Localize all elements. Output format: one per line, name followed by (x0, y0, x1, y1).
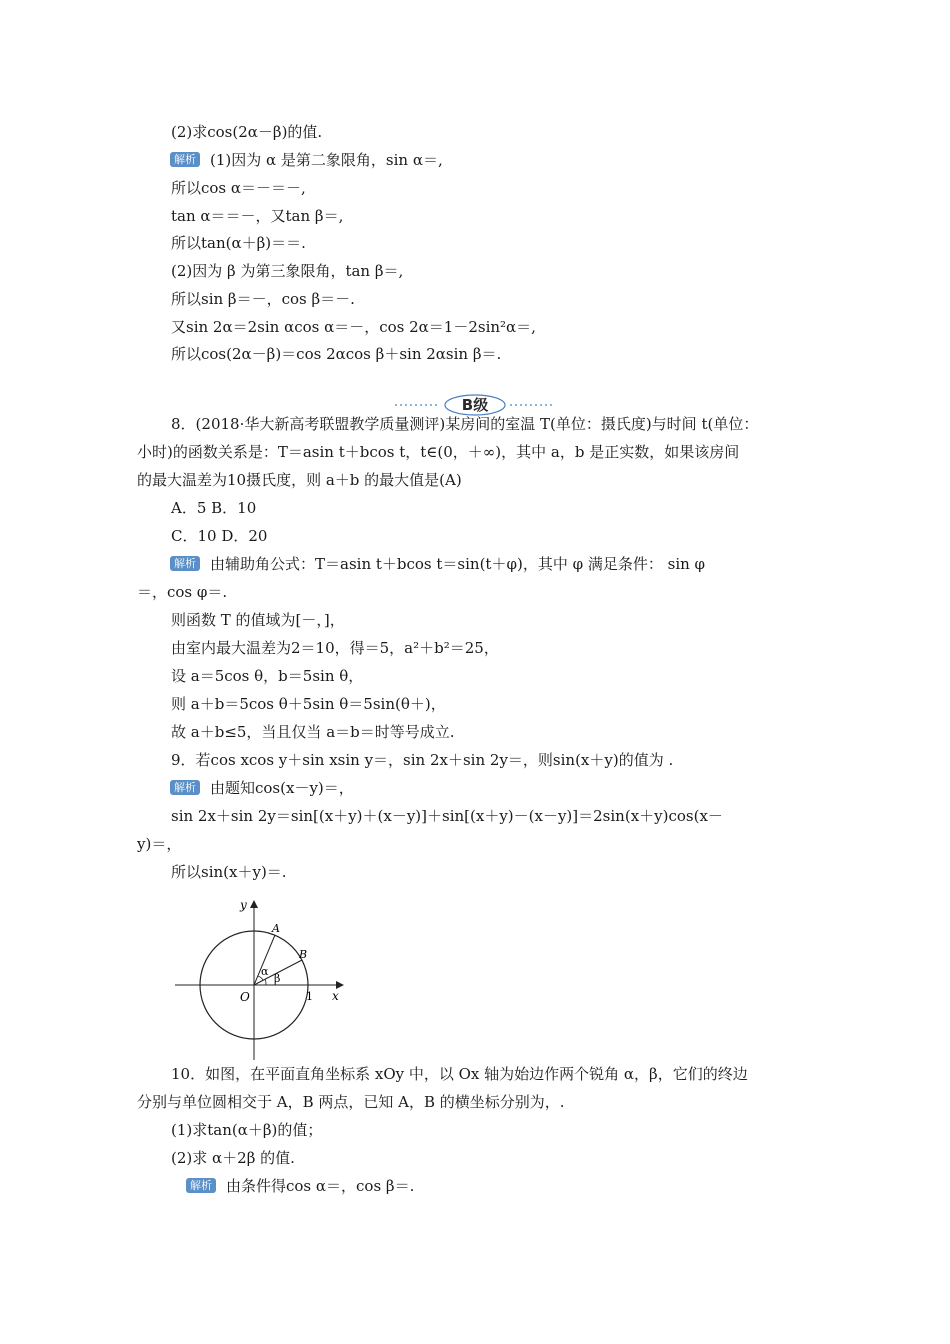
solution-line: 所以cos α＝－＝－, (171, 179, 306, 197)
question-10-part-2: (2)求 α＋2β 的值. (171, 1149, 295, 1167)
solution-line: 则 a＋b＝5cos θ＋5sin θ＝5sin(θ＋)， (171, 695, 446, 713)
point-b-label: B (299, 948, 308, 961)
solution-line: 所以tan(α＋β)＝＝. (171, 234, 306, 252)
question-8-options: C．10 D．20 (171, 527, 268, 545)
solution-line: 又sin 2α＝2sin αcos α＝－，cos 2α＝1－2sin²α＝, (171, 318, 536, 336)
solution-line: tan α＝＝－，又tan β＝, (171, 207, 344, 225)
x-label: x (332, 989, 339, 1003)
analysis-text: 由题知cos(x－y)＝， (210, 779, 354, 797)
question-10-line: 分别与单位圆相交于 A，B 两点，已知 A，B 的横坐标分别为，. (137, 1093, 565, 1111)
solution-line: 设 a＝5cos θ，b＝5sin θ， (171, 667, 364, 685)
solution-line: sin 2x＋sin 2y＝sin[(x＋y)＋(x－y)]＋sin[(x＋y)－(x－y)]＝2sin(x＋y)cos(x－ (171, 807, 723, 825)
analysis-text: (1)因为 α 是第二象限角，sin α＝, (210, 151, 443, 169)
solution-line: 所以sin(x＋y)＝. (171, 863, 287, 881)
analysis-tag: 解析 (170, 152, 200, 167)
solution-line: 则函数 T 的值域为[－，]， (171, 611, 345, 629)
question-8-options: A．5 B．10 (171, 499, 257, 517)
analysis-tag: 解析 (170, 780, 200, 795)
question-part-2: (2)求cos(2α－β)的值. (171, 123, 323, 141)
solution-line: 由室内最大温差为2＝10，得＝5，a²＋b²＝25， (171, 639, 499, 657)
origin-label: O (240, 990, 250, 1004)
unit-one-label: 1 (306, 990, 313, 1003)
question-8-line: 8．(2018·华大新高考联盟教学质量测评)某房间的室温 T(单位：摄氏度)与时间 t(单位： (171, 415, 759, 433)
alpha-label: α (261, 965, 269, 978)
analysis-line (186, 1176, 414, 1196)
y-label: y (240, 898, 247, 912)
solution-line: (2)因为 β 为第三象限角，tan β＝, (171, 262, 404, 280)
question-9-line: 9．若cos xcos y＋sin xsin y＝，sin 2x＋sin 2y＝，则sin(x＋y)的值为 . (171, 751, 674, 769)
question-10-line: 10．如图，在平面直角坐标系 xOy 中，以 Ox 轴为始边作两个锐角 α，β，它们的终边 (171, 1065, 748, 1083)
solution-line: 所以cos(2α－β)＝cos 2αcos β＋sin 2αsin β＝. (171, 345, 502, 363)
beta-arc (265, 979, 266, 985)
solution-line: 故 a＋b≤5，当且仅当 a＝b＝时等号成立. (171, 723, 455, 741)
analysis-line (170, 554, 705, 574)
question-8-line: 小时)的函数关系是：T＝asin t＋bcos t，t∈(0，＋∞)，其中 a，b 是正实数，如果该房间 (137, 443, 740, 461)
beta-label: β (274, 972, 281, 985)
question-8-line: 的最大温差为10摄氏度，则 a＋b 的最大值是(A) (137, 471, 462, 489)
unit-circle-figure (170, 895, 350, 1065)
analysis-line (170, 150, 443, 170)
solution-line: 所以sin β＝－，cos β＝－. (171, 290, 355, 308)
analysis-tag: 解析 (186, 1178, 216, 1193)
section-banner-label: B级 (461, 396, 489, 414)
analysis-text: 由辅助角公式：T＝asin t＋bcos t＝sin(t＋φ)，其中 φ 满足条件： sin φ (210, 555, 706, 573)
solution-line: ＝，cos φ＝. (137, 583, 228, 601)
question-10-part-1: (1)求tan(α＋β)的值； (171, 1121, 323, 1139)
point-a-label: A (272, 922, 280, 935)
analysis-line (170, 778, 354, 798)
analysis-tag: 解析 (170, 556, 200, 571)
analysis-text: 由条件得cos α＝，cos β＝. (226, 1177, 415, 1195)
solution-line: y)＝， (137, 835, 182, 853)
